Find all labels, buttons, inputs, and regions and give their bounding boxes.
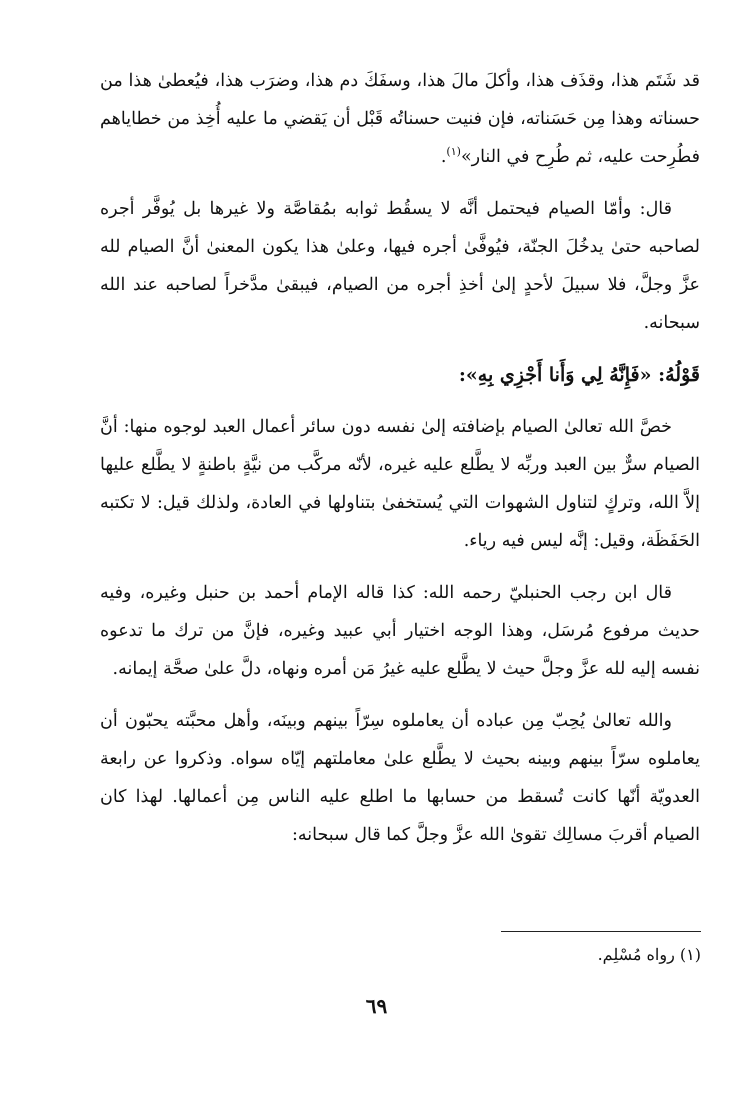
heading-quote: «فَإِنَّهُ لِي وَأَنا أَجْزِي بِهِ»	[465, 364, 652, 386]
footnote: (١) رواه مُسْلِم.	[597, 945, 701, 964]
section-heading	[100, 356, 700, 394]
paragraph-4: قال ابن رجب الحنبليّ رحمه الله: كذا قاله الإمام أحمد بن حنبل وغيره، وفيه حديث مرفوع مُرسَل، وهذا الوجه اختيار أبي عبيد وغيره، فإنَّ من ترك ما تدعوه نفسه إليه لله عزَّ وجلَّ حيث لا يطَّلع عليه غيرُ مَن أمره ونهاه، دلَّ علىٰ صحَّة إيمانه.	[100, 583, 700, 679]
paragraph-2: قال: وأمّا الصيام فيحتمل أنَّه لا يسقُط ثوابه بمُقاصَّة ولا غيرها بل يُوفَّر أجره لصاحبه حتىٰ يدخُلَ الجنّة، فيُوفَّىٰ أجره فيها، وعلىٰ هذا يكون المعنىٰ أنَّ الصيام لله عزَّ وجلَّ، فلا سبيلَ لأحدٍ إلىٰ أخذِ أجره من الصيام، فيبقىٰ مدَّخراً لصاحبه عند الله سبحانه.	[100, 199, 700, 333]
footnote-reference: (١)	[446, 145, 461, 159]
footnote-divider	[501, 931, 701, 932]
paragraph-5: والله تعالىٰ يُحِبّ مِن عباده أن يعاملوه سِرّاً بينهم وبينَه، وأهل محبَّته يحبّون أن يعاملوه سرّاً بينهم وبينه بحيث لا يطَّلع علىٰ معاملتهم إيّاه سواه. وذكروا عن رابعة العدويّة أنّها كانت تُسقط من حسابها ما اطلع عليه الناس مِن أعمالها. لهذا كان الصيام أقربَ مسالِك تقوىٰ الله عزَّ وجلَّ كما قال سبحانه:	[100, 711, 700, 845]
paragraph-3: خصَّ الله تعالىٰ الصيام بإضافته إلىٰ نفسه دون سائر أعمال العبد لوجوه منها: أنَّ الصيام سرٌّ بين العبد وربِّه لا يطَّلع عليه غيره، لأنّه مركَّب من نيَّةٍ باطنةٍ لا يطَّلع عليها إلاَّ الله، وتركٍ لتناول الشهوات التي يُستخفىٰ بتناولها في العادة، ولذلك قيل: لا تكتبه الحَفَظَة، وقيل: إنَّه ليس فيه رياء.	[100, 417, 700, 551]
paragraph-1: قد شَتَم هذا، وقذَف هذا، وأكلَ مالَ هذا، وسفَكَ دم هذا، وضرَب هذا، فيُعطىٰ هذا من حسناته وهذا مِن حَسَناته، فإن فنيت حسناتُه قَبْل أن يَقضي ما عليه أُخِذ من خطاياهم فطُرِحت عليه، ثم طُرِح في النار»$^{(١)}$.	[100, 71, 700, 167]
page-number: ٦٩	[365, 994, 388, 1018]
page-body	[100, 62, 700, 868]
paragraph-1-text: قد شَتَم هذا، وقذَف هذا، وأكلَ مالَ هذا، وسفَكَ دم هذا، وضرَب هذا، فيُعطىٰ هذا من حسناته وهذا مِن حَسَناته، فإن فنيت حسناتُه قَبْل أن يَقضي ما عليه أُخِذ من خطاياهم فطُرِحت عليه، ثم طُرِح في النار»	[100, 71, 700, 167]
heading-suffix: :	[458, 364, 466, 386]
heading-label: قَوْلُهُ:	[658, 364, 700, 386]
